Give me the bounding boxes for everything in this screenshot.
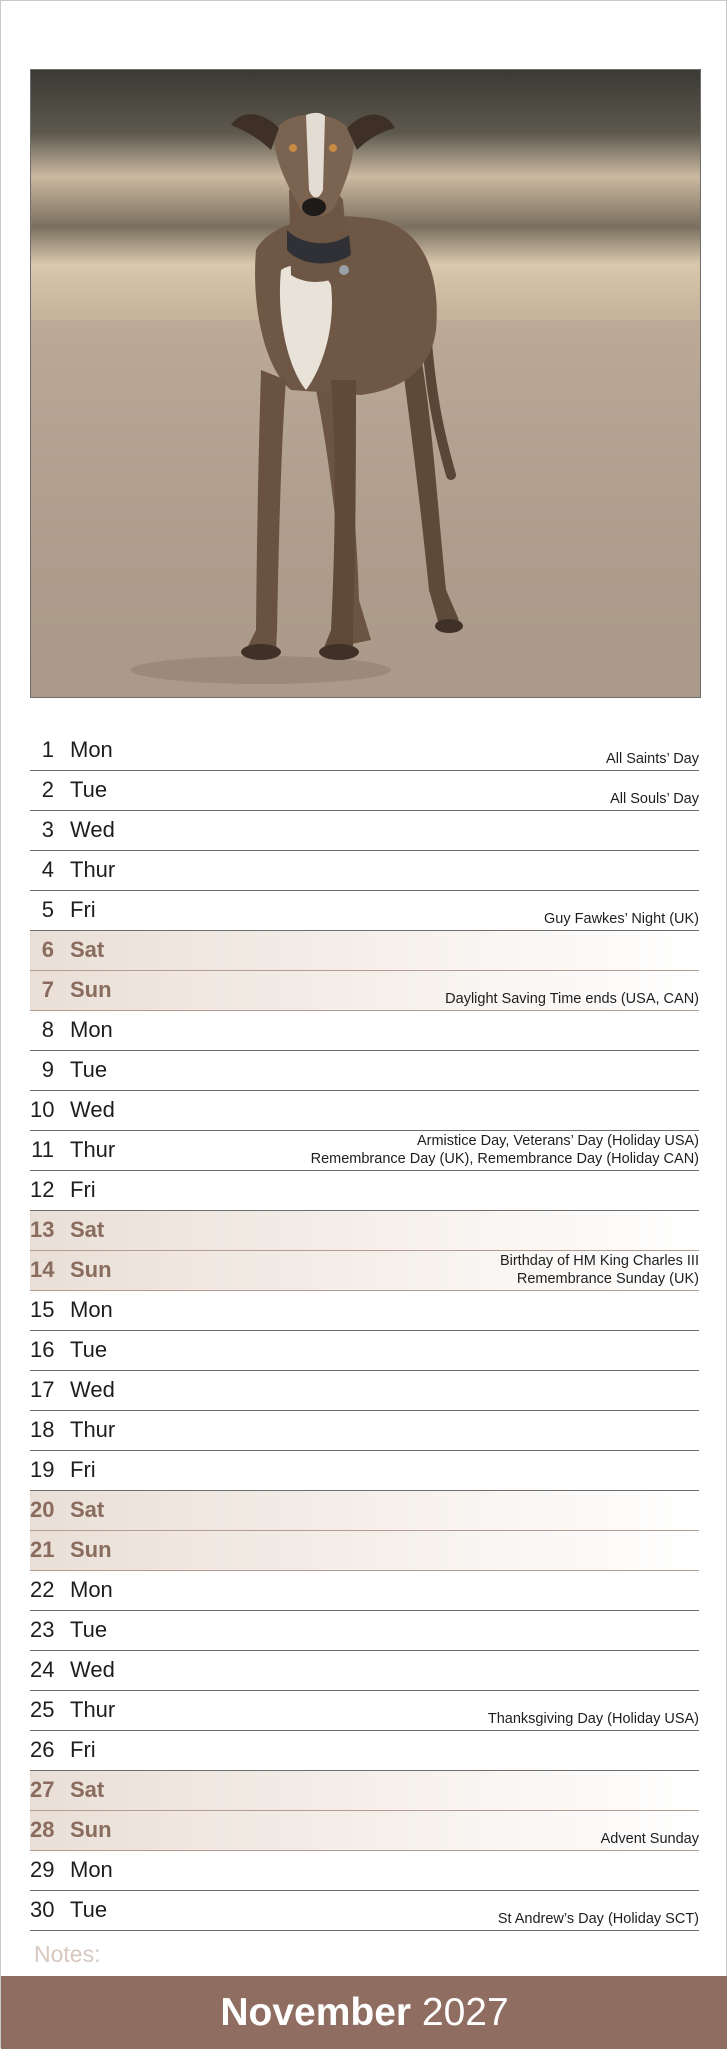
day-of-week: Wed (70, 1377, 115, 1402)
day-of-week: Sat (70, 1217, 105, 1242)
day-number: 13 (30, 1217, 55, 1242)
day-row (30, 811, 699, 851)
event-list (610, 790, 699, 808)
day-number: 30 (30, 1897, 55, 1922)
event-text: Advent Sunday (600, 1831, 699, 1847)
day-of-week: Thur (70, 1417, 116, 1442)
day-number: 9 (41, 1057, 54, 1082)
day-of-week: Wed (70, 817, 115, 842)
month-name: November (220, 1991, 412, 2034)
event-list (498, 1910, 699, 1928)
event-text: All Souls’ Day (610, 791, 699, 807)
day-row (30, 1851, 699, 1891)
day-number: 15 (30, 1297, 55, 1322)
day-number: 23 (30, 1617, 55, 1642)
event-list (488, 1710, 699, 1728)
day-of-week: Tue (70, 1057, 108, 1082)
day-number: 2 (41, 777, 54, 802)
day-of-week: Thur (70, 1697, 116, 1722)
day-number: 10 (30, 1097, 55, 1122)
event-list (311, 1132, 699, 1168)
day-of-week: Tue (70, 1897, 108, 1922)
day-row (30, 1691, 699, 1731)
event-list (601, 1830, 699, 1848)
day-of-week: Mon (70, 1017, 113, 1042)
event-text: Daylight Saving Time ends (USA, CAN) (445, 991, 699, 1007)
day-of-week: Tue (70, 777, 108, 802)
day-row (30, 1131, 699, 1171)
day-row (30, 1811, 699, 1851)
day-number: 25 (30, 1697, 55, 1722)
day-row (30, 1291, 699, 1331)
event-text: Guy Fawkes’ Night (UK) (544, 911, 699, 927)
day-row (30, 1731, 699, 1771)
day-row (30, 1371, 699, 1411)
day-of-week: Sat (70, 1497, 105, 1522)
day-row (30, 1571, 699, 1611)
day-number: 19 (30, 1457, 55, 1482)
day-of-week: Tue (70, 1337, 108, 1362)
day-number: 28 (30, 1817, 55, 1842)
greyhound-photo (30, 69, 701, 698)
day-number: 24 (30, 1657, 55, 1682)
day-number: 5 (41, 897, 54, 922)
day-row (30, 1011, 699, 1051)
day-number: 6 (41, 937, 54, 962)
day-number: 26 (30, 1737, 55, 1762)
day-of-week: Mon (70, 1857, 113, 1882)
event-text: Thanksgiving Day (Holiday USA) (487, 1711, 699, 1727)
day-number: 1 (41, 737, 54, 762)
day-row (30, 1651, 699, 1691)
day-row (30, 771, 699, 811)
day-of-week: Wed (70, 1657, 115, 1682)
day-row (30, 1091, 699, 1131)
day-number: 12 (30, 1177, 55, 1202)
day-of-week: Sat (70, 937, 105, 962)
day-row (30, 1891, 699, 1931)
day-number: 11 (31, 1137, 54, 1162)
day-of-week: Fri (70, 1737, 96, 1762)
day-row (30, 851, 699, 891)
day-of-week: Sun (70, 1537, 112, 1562)
day-of-week: Fri (70, 897, 96, 922)
day-of-week: Thur (70, 1137, 116, 1162)
day-of-week: Sun (70, 1817, 112, 1842)
day-number: 7 (41, 977, 54, 1002)
day-row (30, 1171, 699, 1211)
day-of-week: Fri (70, 1177, 96, 1202)
day-number: 4 (41, 857, 54, 882)
day-of-week: Sun (70, 1257, 112, 1282)
day-of-week: Mon (70, 737, 113, 762)
month-footer (1, 1976, 727, 2049)
day-of-week: Sun (70, 977, 112, 1002)
day-row (30, 731, 699, 771)
day-row (30, 971, 699, 1011)
day-of-week: Tue (70, 1617, 108, 1642)
day-number: 27 (30, 1777, 55, 1802)
event-list (445, 990, 699, 1008)
day-row (30, 1251, 699, 1291)
day-row (30, 1611, 699, 1651)
day-number: 21 (30, 1537, 55, 1562)
day-row (30, 1531, 699, 1571)
day-row (30, 1411, 699, 1451)
day-of-week: Fri (70, 1457, 96, 1482)
day-row (30, 1771, 699, 1811)
day-row (30, 1051, 699, 1091)
day-number: 29 (30, 1857, 55, 1882)
day-of-week: Thur (70, 857, 116, 882)
day-row (30, 1451, 699, 1491)
event-list (500, 1252, 699, 1288)
day-row (30, 891, 699, 931)
event-list (606, 750, 699, 768)
day-row (30, 1491, 699, 1531)
day-number: 14 (30, 1257, 55, 1282)
day-number: 22 (30, 1577, 55, 1602)
event-text: Remembrance Day (UK), Remembrance Day (Holiday CAN) (310, 1151, 699, 1167)
event-text: St Andrew’s Day (Holiday SCT) (497, 1911, 699, 1927)
day-row (30, 931, 699, 971)
day-number: 20 (30, 1497, 55, 1522)
event-text: Armistice Day, Veterans’ Day (Holiday USA) (416, 1133, 699, 1149)
day-number: 16 (30, 1337, 55, 1362)
event-text: Birthday of HM King Charles III (499, 1253, 699, 1269)
day-of-week: Mon (70, 1297, 113, 1322)
day-of-week: Sat (70, 1777, 105, 1802)
day-of-week: Mon (70, 1577, 113, 1602)
day-number: 8 (41, 1017, 54, 1042)
day-number: 3 (41, 817, 54, 842)
day-list (30, 731, 699, 1931)
day-row (30, 1211, 699, 1251)
day-of-week: Wed (70, 1097, 115, 1122)
notes-label: Notes: (34, 1941, 101, 1967)
event-list (544, 910, 699, 928)
day-number: 17 (30, 1377, 55, 1402)
event-text: All Saints’ Day (606, 751, 699, 767)
day-number: 18 (30, 1417, 55, 1442)
greyhound-illustration (31, 70, 700, 697)
day-row (30, 1331, 699, 1371)
event-text: Remembrance Sunday (UK) (516, 1271, 699, 1287)
year: 2027 (421, 1991, 509, 2034)
